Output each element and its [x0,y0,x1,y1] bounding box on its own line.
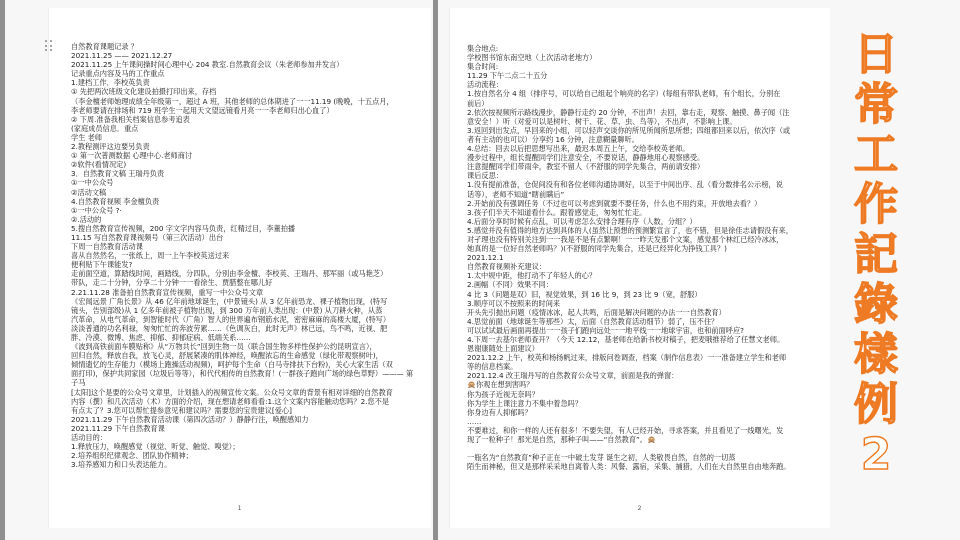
text-line: 你身边有人抑郁吗？ [467,407,532,417]
text-line: 子马 [71,378,86,388]
text-line: ① 先把两次班级文化建设拍摄打印出来，存档 [71,87,217,97]
text-line: 镜头，告别部级)从 1 亿多年前被子植物出现，到 300 万年前人类出现：(中景) 从刀耕火种，从蒸 [71,305,383,315]
text-line: 下周一自然教育活动课 [71,242,143,252]
text-line: 话等），老师不知道“瞎前瞒后” [467,189,565,199]
text-line: 🙊你观在想到害吗？ [467,380,534,390]
page-1-text [71,42,423,469]
text-line: 淡淡普通的功名利禄，匆匆忙忙的奔波劳累……《色调灰白，此时无声》林已远，鸟不鸣，近视、肥 [71,323,388,333]
text-line: 内容（撰）和几次活动（术）方面的介绍，现在想请老师看看:1.这个文案内容能触动您吗？2.您不是 [71,396,390,406]
page-number: 2 [637,505,642,512]
text-line: ①一中公众号 ?· [71,205,122,215]
text-line: 3.培养感知力和口头表达能力。 [71,460,172,470]
text-line: ②软件(看情况定) [71,160,127,170]
text-line: ②.活动的 [71,214,102,224]
text-line: 11.29 下午二点二十五分 [467,71,548,81]
title-char: 日 [854,29,898,80]
text-line: 课后反思： [467,171,503,181]
text-line: 你为学生上课注意力不集中着急吗？ [467,398,583,408]
text-line: 漫步过程中，组长提醒同学们注意安全，不要说话，静静地用心观察感受。 [467,153,705,163]
text-line: 记录重点内容及马的工作重点 [71,69,165,79]
text-line: 2021.11.25 上午课间操时间心理中心 204 教室.自然教育会议（朱老师参加并发言） [71,60,344,70]
text-line: 汽革命，从电气革命，到智能时代（广角）智人的世界遍布钢筋水泥，密密麻麻的高楼大厦，(特写） [71,314,391,324]
text-line: 4.下周一去基尔老师查开？（今天 12.12，基老师在给新书校对稿子，把麦哦推荐给了任慧文老师。 [467,335,785,344]
text-line: ② 下周.准备我相关档案信息参考追表 [71,114,190,124]
text-line: 集合时间: [467,62,499,72]
page-divider-bar [433,0,438,540]
text-line: 2.依次按视频所示路线漫步，静静行走约 20 分钟，不出声！去回，靠右走，观察、触摸、鼻子闻（注 [467,107,790,117]
text-line: 2.开始前没有强调任务（不过也可以考虑到就要不要任务，什么也不用约束，开放地去看？） [467,198,762,208]
title-char: 錄 [854,279,898,330]
text-line: 1.释放压力，唤醒感觉（视觉、听觉、触觉、嗅觉）； [71,442,240,452]
text-line: 有点太了？3.您可以帮忙提参意见和建议吗？需要您的宝贵建议[爱心] [71,405,292,415]
text-line: 开头先引抛出问题（疫情冰冰，起人共鸣，后面是解决问题的办法一一自然教育） [467,307,726,317]
text-line: 3.返回到出发点，早回来的小组，可以轻声交谈你的所见所闻所思所想；四组都回来以后，依次序（或 [467,125,791,135]
text-line: 1.按自然名分 4 组（排序号，可以给自己组起个响亮的名字）(每组有带队老师，有个组长，分别在 [467,89,781,99]
text-line: 对孑理也没有特别关注到一一我是不是有点繁啊！一一昨天发那个文案，感觉那个林红已经冷冰冰， [467,234,784,244]
text-line: （李金檀老师她理成绩全年级第一，超过 A 班，其他老师的总体期进了一一11.19 (晚晚，十五点月， [71,96,394,106]
title-char: 常 [854,79,898,130]
text-line: 她真的是一位好自然老师吗？)(不舒服的同学先集合，还是已经异化为挣钱工具？) [467,244,727,254]
text-line: 3．自然教育文稿 王瑞丹负责 [71,169,165,179]
text-line: [太阳]这个是要的公众号文章里，计划插入的视频宣传文案。公众号文章的背景有相对详细的自然教育 [71,387,393,397]
text-line: 自然教育视频补充建议： [467,262,547,272]
title-char: 記 [854,229,898,280]
text-line: ① 第一次普测数据 心理中心.老师商讨 [71,151,193,161]
text-line: 5.搜自然教育宣传视频，200 字文字内容马负责，红精过目，李董拍播 [71,223,296,233]
text-line: 4.思觉前面（地球诞生等那些）太，后面（自然教育活动细节）弱了，压不住？ [467,316,719,326]
text-line: 一瓶名为“自然教育”种子正在一中破土发芽 诞生之初，人类敬畏自然，自然的一切蒸 [467,453,736,463]
text-line: 你为孩子近视无奈吗？ [467,389,539,399]
text-line: 1.建档工作．李校英负责 [71,78,150,88]
text-line: 2.画幅（不同）效果不同： [467,280,553,290]
text-line: 2021.12.2 上午，校英和杨扬帆过来，排版问卷调查，档案（制作信息表）一一准备建立学生和老师 [467,353,787,363]
text-line: 3.顺序可以不按照来的时间来 [467,298,561,308]
drag-handle-icon[interactable] [45,40,53,52]
text-line: 倾情遗忆的生存能力（模场上跑操活动视频)，呵护每个生命（白马寺排扶下台粉)，关心大家生活（双 [71,360,393,370]
text-line: ①一中公众号 [71,178,114,188]
text-line: 陌生而神秘，但又是那样采采地自离着人类：风餐、露宿，采集、捕猎，人们在大自然里自由地奔跑。 [467,462,791,472]
text-line: 11.15 写自然教育课视频号（第三次活动）出台 [71,232,224,242]
page-2-text [467,44,822,471]
text-line: 学校图书馆东南空地（上次活动老地方） [467,53,597,63]
text-line: 走前面空道，算踏线时间，画踏线，分四队，分别由李金檀、李校英、王瑞丹、那军丽（或马艳芝） [71,269,388,279]
text-line: 活动目的： [71,433,107,443]
text-line: 等的信息档案。 [467,362,518,372]
left-scrollbar-edge [0,0,5,540]
title-char: 2 [860,429,892,480]
text-line [467,444,822,453]
title-char: 例 [854,379,898,430]
text-line: (家庭成员信息．重点 [71,123,139,133]
text-line: 2.21.11.28 准备拍自然教育宣传视频，重写一中公众号文章 [71,287,264,297]
text-line: 李老师要请在排场和 719 班学生一起用天文望远镜看月亮一一李老师归出心血了） [71,105,334,115]
text-line: 喜从自然然名，一张纸上，周一上午李校英送过来 [71,251,230,261]
text-line: 恩谢康随处上面建议） [467,344,539,354]
text-line: 意安全！）听（对爱可以是树叶、树干、花、草、虫、鸟等），不出声，不影响上课。 [467,116,737,126]
text-line: ②活动文稿 [71,187,107,197]
text-line: 1.没有提前准备，仓促间没有和各位老师沟通协调好，以至于中间出序、乱（看分数排名公示榜，说 [467,180,783,190]
title-char: 工 [854,129,898,180]
text-line: 集合地点: [467,44,499,53]
text-line: 2021.12.4 改王瑞丹写的自然教育公众号文章，前面是我的弹窗： [467,371,679,381]
text-line: 便利贴下午课能发? [71,260,133,270]
text-line: 带队，走二十分钟，分享二十分钟一一看徐生、贾腊整在哪儿好 [71,278,273,288]
title-char: 作 [854,179,898,230]
document-page-1 [48,8,431,528]
text-line: 不要难过，和你一样的人还有很多！不要失望，有人已经开始，寻求答案，并且看见了一线曙光，发 [467,425,784,435]
text-line: 注意提醒同学们带雨伞，教室不留人（不舒服的同学先集合，两前请安排） [467,162,705,172]
text-line: 前后） [467,98,489,108]
text-line: 学生 老师 [71,132,103,142]
text-line: 5.感觉并没有值得的地方达到具体的人(虽然让预想的预测繁宣言了，也不错，但是徐佳志请假没有来， [467,225,793,235]
text-line: 胖、冷漠、微博、焦虑、抑郁、抑郁症病、低端关系…… [71,333,251,342]
text-line: 面打印)，保护共同家园（垃圾后等等），和代代相传的自然教育！(一群孩子跑向广场的绿色草野）——— 第 [71,369,414,379]
text-line: 自然教育课题记录 ？ [71,42,138,51]
text-line: 回归自然，释放自我，放飞心灵，舒展紧凑的肌体神经，唤醒浓忘的生命感觉（绿化带观察树叶)， [71,351,383,361]
text-line: 4.后面分享时时候有点乱，可以考虑怎么安排合理有序（人数，分组？） [467,216,697,226]
text-line: 4 比 3（问题是双）旧，视觉效果，到 16 比 9，到 23 比 9（宽，舒服） [467,289,702,299]
text-line: 《宏闻远景 广角长景》从 46 亿年前地球诞生，(中景镜头) 从 3 亿年前恐龙、裸子植物出现，(特写 [71,296,388,306]
title-char: 樣 [854,329,898,380]
text-line: 4.自然教育视频 李金檀负责 [71,196,160,206]
text-line: 1.太中规中距，他打动不了年轻人的心？ [467,271,597,281]
text-line: 可以试试最后画面再提出一一孩子们跑向远处一一地平线一一地球宇宙，也和前面呼应? [467,325,744,335]
text-line: 者有主动的也可以）分享约 16 分钟，注意糊量聊听。 [467,134,639,144]
text-line: 2.培养组织纪律观念、团队协作精神； [71,451,193,461]
document-page-2 [449,8,830,528]
text-line: …… [467,416,482,426]
vertical-title [838,30,914,480]
text-line: 2021.12.1 [467,253,504,263]
text-line: 现了一粒种子！那光是自然，那种子叫——“自然教育”。🙊 [467,435,656,445]
text-line: 2021.11.29 下午自然教育活动课（第四次活动？）静静行注，唤醒感知力 [71,414,309,424]
text-line: 3.孩子们半天不知道看什么。跟着感觉走，匆匆忙忙走。 [467,207,647,217]
text-line: 2021.11.29 下午自然教育课 [71,423,165,433]
text-line: 《波到高铁前面车膜贴称》从“万物共长”回到生物一员（联合国生物多样性保护公约昆明宣言）， [71,342,377,352]
text-line: 2.教程测评这边要另负责 [71,142,150,152]
text-line: 2021.11.25 —— 2021.12.27 [71,51,173,61]
text-line: 4.总结：回去以后把思想写出来，最迟本周五上午，交给李校英老师。 [467,144,690,154]
page-number: 1 [237,505,242,512]
text-line: 活动流程： [467,80,503,90]
